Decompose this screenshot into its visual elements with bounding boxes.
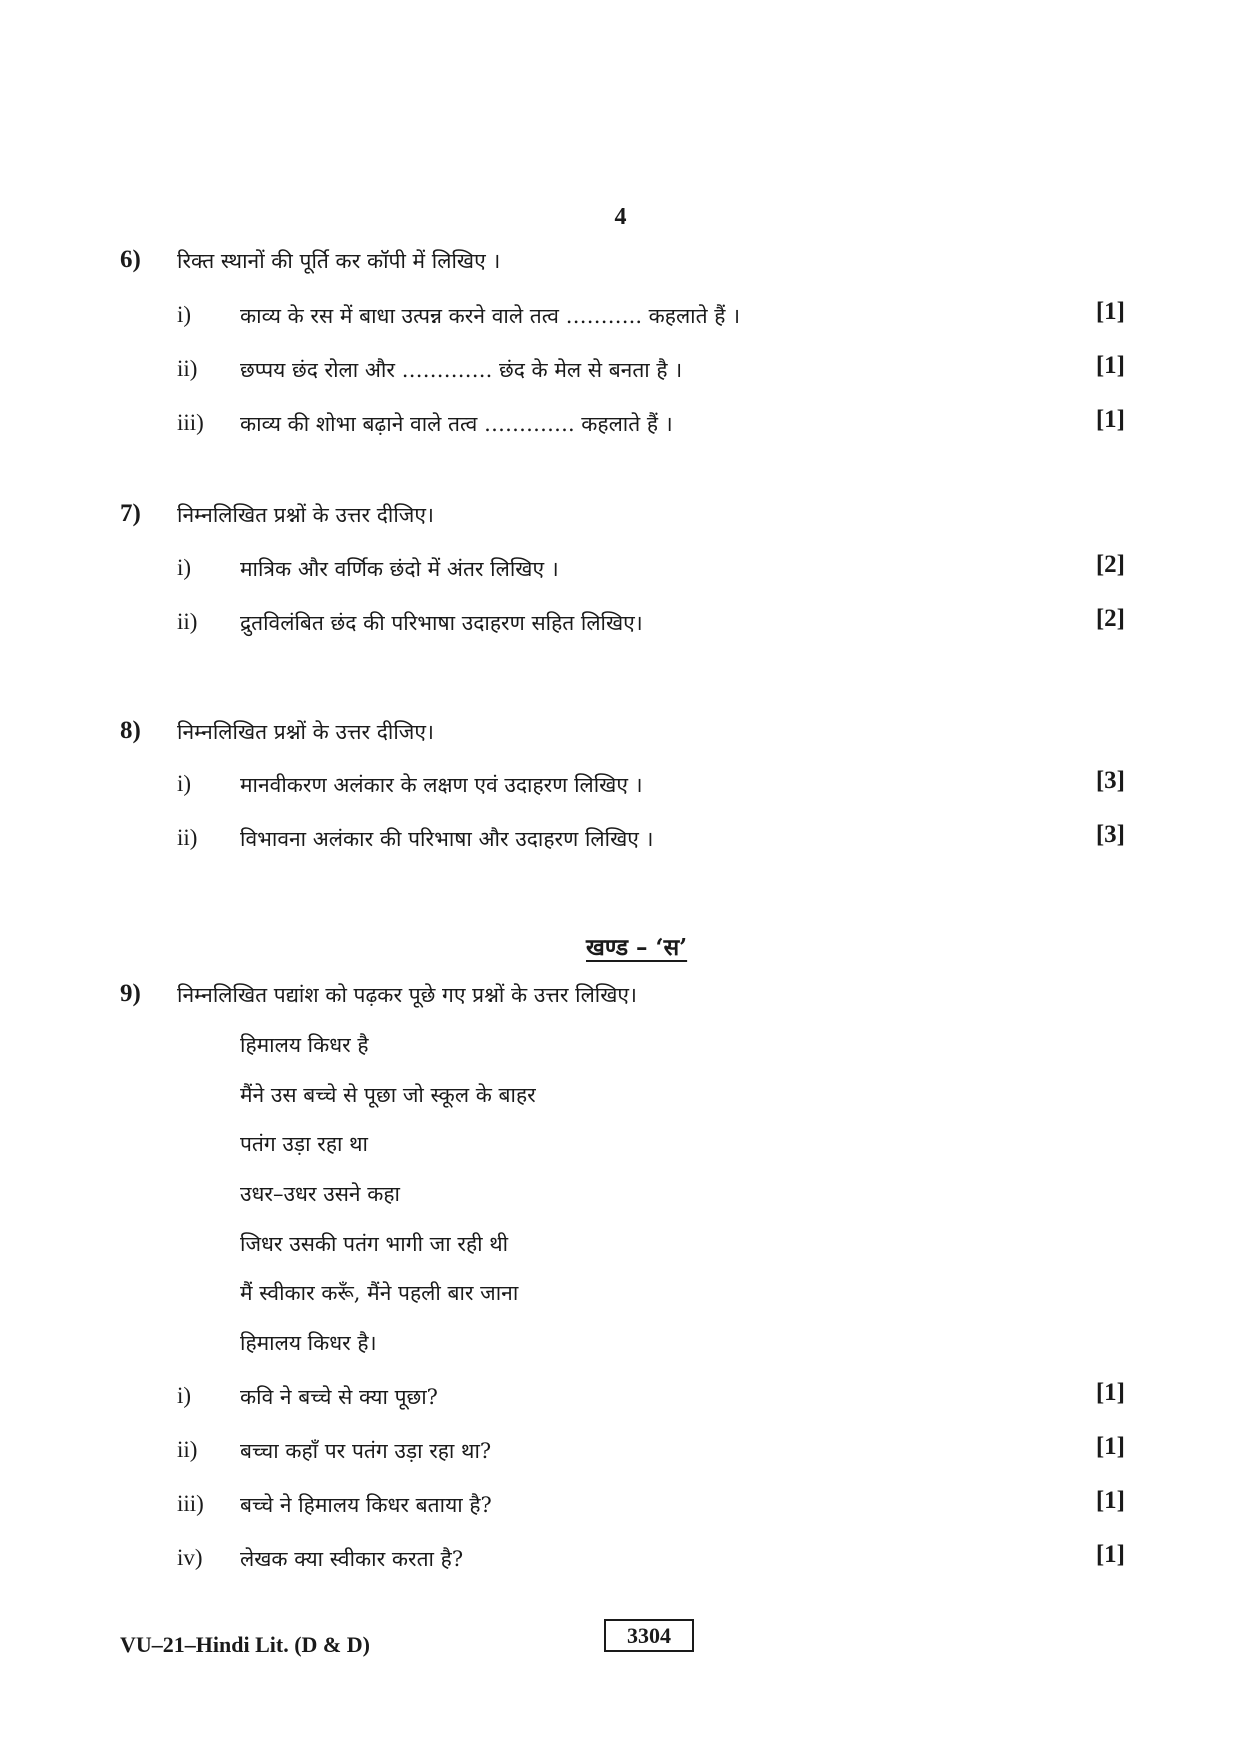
poem-line: हिमालय किधर है। — [240, 1331, 377, 1355]
marks-label: [2] — [1095, 551, 1125, 578]
sub-question-number: ii) — [177, 356, 198, 381]
sub-question-number: ii) — [177, 1437, 198, 1462]
poem-line: हिमालय किधर है — [240, 1033, 369, 1057]
sub-question-text: द्रुतविलंबित छंद की परिभाषा उदाहरण सहित लिखिए। — [240, 611, 643, 635]
marks-label: [1] — [1095, 406, 1125, 433]
page-number: 4 — [614, 204, 627, 230]
section-heading: खण्ड – ‘स’ — [586, 934, 688, 961]
question-number: 6) — [120, 246, 141, 273]
question-text: निम्नलिखित प्रश्नों के उत्तर दीजिए। — [177, 503, 434, 527]
sub-question-number: ii) — [177, 609, 198, 634]
sub-question-number: i) — [177, 771, 192, 796]
poem-line: पतंग उड़ा रहा था — [240, 1132, 368, 1156]
sub-question-text: काव्य के रस में बाधा उत्पन्न करने वाले तत्व ……….. कहलाते हैं । — [240, 304, 741, 328]
poem-line: उधर–उधर उसने कहा — [240, 1182, 400, 1206]
sub-question-text: छप्पय छंद रोला और …………. छंद के मेल से बनता है । — [240, 358, 683, 382]
sub-question-number: iii) — [177, 410, 204, 435]
question-number: 7) — [120, 500, 141, 527]
question-number: 9) — [120, 980, 141, 1007]
sub-question-number: i) — [177, 302, 192, 327]
question-text: निम्नलिखित प्रश्नों के उत्तर दीजिए। — [177, 720, 434, 744]
sub-question-text: लेखक क्या स्वीकार करता है? — [240, 1547, 464, 1571]
sub-question-text: बच्चा कहाँ पर पतंग उड़ा रहा था? — [240, 1439, 492, 1463]
marks-label: [1] — [1095, 1433, 1125, 1460]
sub-question-text: विभावना अलंकार की परिभाषा और उदाहरण लिखिए । — [240, 827, 654, 851]
question-text: रिक्त स्थानों की पूर्ति कर कॉपी में लिखिए । — [177, 249, 501, 273]
question-number: 8) — [120, 717, 141, 744]
sub-question-text: मानवीकरण अलंकार के लक्षण एवं उदाहरण लिखिए । — [240, 773, 643, 797]
marks-label: [3] — [1095, 767, 1125, 794]
footer-paper-code: VU–21–Hindi Lit. (D & D) — [120, 1632, 370, 1657]
poem-line: मैंने उस बच्चे से पूछा जो स्कूल के बाहर — [240, 1083, 536, 1107]
marks-label: [2] — [1095, 605, 1125, 632]
sub-question-number: iv) — [177, 1545, 203, 1570]
marks-label: [1] — [1095, 298, 1125, 325]
sub-question-number: i) — [177, 1383, 192, 1408]
footer-paper-number-box: 3304 — [604, 1619, 694, 1652]
sub-question-text: मात्रिक और वर्णिक छंदो में अंतर लिखिए । — [240, 557, 559, 581]
sub-question-text: काव्य की शोभा बढ़ाने वाले तत्व …………. कहलाते हैं । — [240, 412, 673, 436]
sub-question-text: बच्चे ने हिमालय किधर बताया है? — [240, 1493, 492, 1517]
marks-label: [1] — [1095, 1379, 1125, 1406]
sub-question-number: ii) — [177, 825, 198, 850]
sub-question-text: कवि ने बच्चे से क्या पूछा? — [240, 1385, 438, 1409]
sub-question-number: i) — [177, 555, 192, 580]
marks-label: [3] — [1095, 821, 1125, 848]
poem-line: मैं स्वीकार करूँ, मैंने पहली बार जाना — [240, 1281, 519, 1305]
marks-label: [1] — [1095, 1487, 1125, 1514]
sub-question-number: iii) — [177, 1491, 204, 1516]
poem-line: जिधर उसकी पतंग भागी जा रही थी — [240, 1232, 509, 1256]
question-text: निम्नलिखित पद्यांश को पढ़कर पूछे गए प्रश्नों के उत्तर लिखिए। — [177, 983, 637, 1007]
marks-label: [1] — [1095, 352, 1125, 379]
marks-label: [1] — [1095, 1541, 1125, 1568]
